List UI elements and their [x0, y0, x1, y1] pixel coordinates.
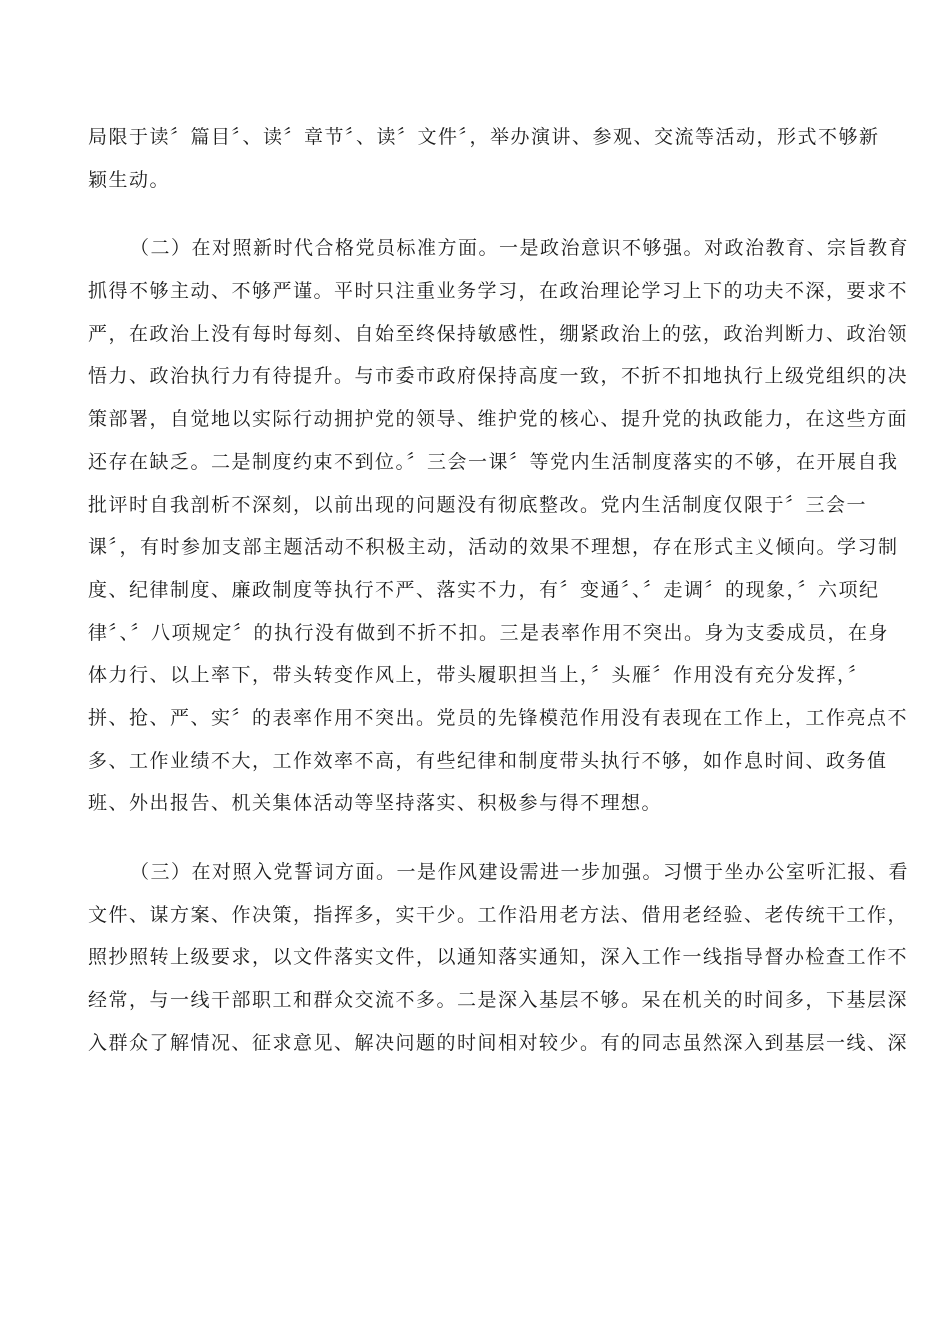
- paragraph-section-two: [88, 227, 910, 825]
- text-line: 班、外出报告、机关集体活动等坚持落实、积极参与得不理想。: [88, 792, 663, 815]
- paragraph-section-three: [88, 851, 910, 1064]
- text-line: （三）在对照入党誓词方面。一是作风建设需进一步加强。习惯于坐办公室听汇报、看: [130, 861, 910, 883]
- text-line: 多、工作业绩不大，工作效率不高，有些纪律和制度带头执行不够，如作息时间、政务值: [88, 749, 888, 772]
- text-line: 律〞、〞八项规定〞的执行没有做到不折不扣。三是表率作用不突出。身为支委成员，在身: [88, 621, 890, 644]
- text-line: 体力行、以上率下，带头转变作风上，带头履职担当上，〞头雁〞作用没有充分发挥，〞: [88, 664, 869, 687]
- paragraph-spacer: [88, 201, 854, 227]
- text-line: 批评时自我剖析不深刻，以前出现的问题没有彻底整改。党内生活制度仅限于〞三会一: [88, 493, 868, 516]
- text-line: 悟力、政治执行力有待提升。与市委市政府保持高度一致，不折不扣地执行上级党组织的决: [88, 365, 909, 388]
- text-line: 课〞，有时参加支部主题活动不积极主动，活动的效果不理想，存在形式主义倾向。学习制: [88, 536, 899, 559]
- text-line: 文件、谋方案、作决策，指挥多，实干少。工作沿用老方法、借用老经验、老传统干工作，: [88, 903, 909, 926]
- text-line: 经常，与一线干部职工和群众交流不多。二是深入基层不够。呆在机关的时间多，下基层深: [88, 989, 909, 1012]
- text-line: 还存在缺乏。二是制度约束不到位。〞三会一课〞等党内生活制度落实的不够，在开展自我: [88, 450, 899, 473]
- text-line: （二）在对照新时代合格党员标准方面。一是政治意识不够强。对政治教育、宗旨教育: [130, 237, 910, 260]
- text-line: 抓得不够主动、不够严谨。平时只注重业务学习，在政治理论学习上下的功夫不深，要求不: [88, 280, 909, 303]
- text-line: 局限于读〞篇目〞、读〞章节〞、读〞文件〞，举办演讲、参观、交流等活动，形式不够新: [88, 126, 880, 148]
- text-line: 度、纪律制度、廉政制度等执行不严、落实不力，有〞变通〞、〞走调〞的现象，〞六项纪: [88, 578, 880, 601]
- text-line: 策部署，自觉地以实际行动拥护党的领导、维护党的核心、提升党的执政能力，在这些方面: [88, 408, 909, 431]
- paragraph-continuation: [88, 116, 880, 201]
- text-line: 严，在政治上没有每时每刻、自始至终保持敏感性，绷紧政治上的弦，政治判断力、政治领: [88, 322, 909, 345]
- document-body: [88, 116, 910, 1064]
- text-line: 拼、抢、严、实〞的表率作用不突出。党员的先锋模范作用没有表现在工作上，工作亮点不: [88, 706, 909, 729]
- text-line: 照抄照转上级要求，以文件落实文件，以通知落实通知，深入工作一线指导督办检查工作不: [88, 946, 909, 969]
- text-line: 颖生动。: [88, 168, 171, 191]
- paragraph-spacer: [88, 825, 854, 851]
- text-line: 入群众了解情况、征求意见、解决问题的时间相对较少。有的同志虽然深入到基层一线、深: [88, 1031, 909, 1054]
